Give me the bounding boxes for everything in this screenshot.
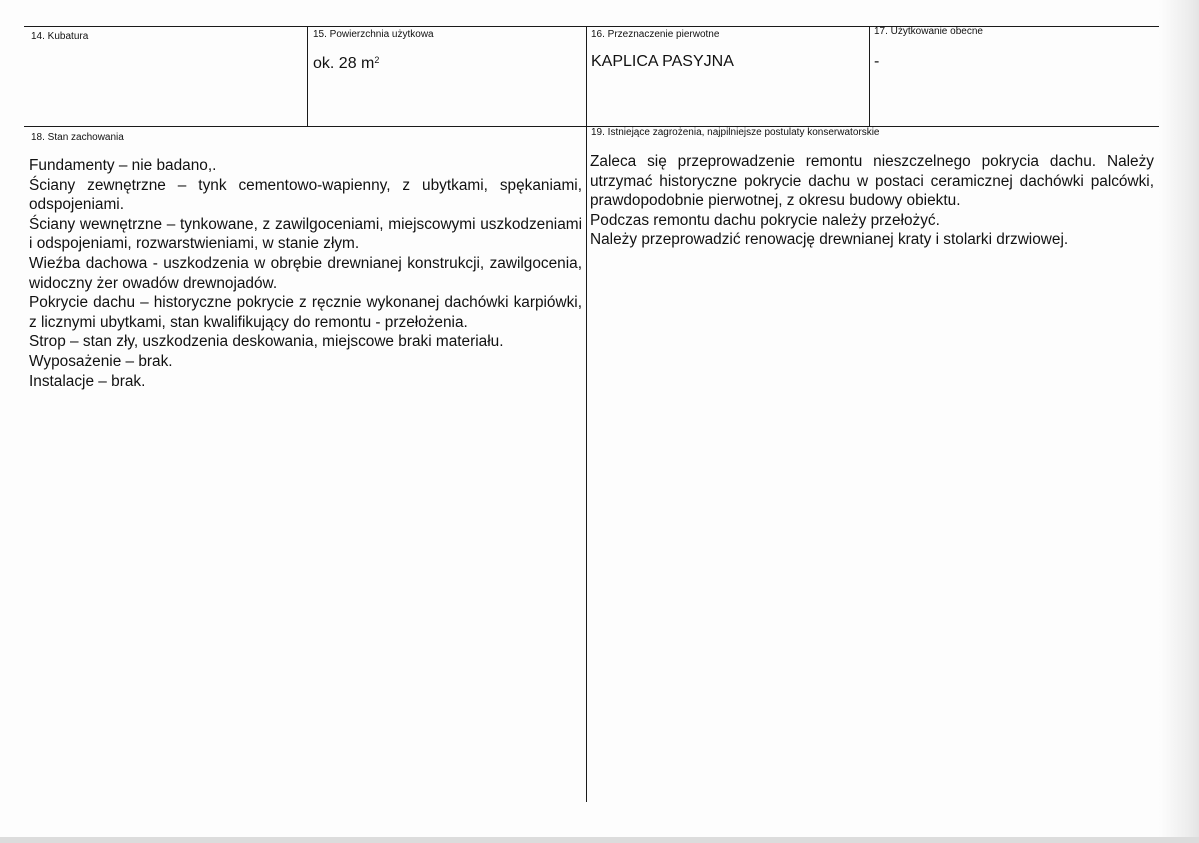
powierzchnia-label: 15. Powierzchnia użytkowa — [313, 29, 434, 40]
przeznaczenie-value: KAPLICA PASYJNA — [591, 53, 734, 70]
kubatura-label: 14. Kubatura — [31, 31, 89, 42]
stan-label: 18. Stan zachowania — [31, 132, 124, 143]
stan-paragraph: Ściany wewnętrzne – tynkowane, z zawilgoceniami, miejscowymi uszkodzeniami i odspojeniami, rozwarstwieniami, w stanie złym. — [29, 215, 582, 253]
table-top-border — [24, 26, 1159, 27]
przeznaczenie-label: 16. Przeznaczenie pierwotne — [591, 29, 720, 40]
stan-paragraph: Ściany zewnętrzne – tynk cementowo-wapienny, z ubytkami, spękaniami, odspojeniami. — [29, 176, 582, 214]
scan-edge-shadow — [1159, 0, 1199, 843]
stan-paragraph: Wieźba dachowa - uszkodzenia w obrębie drewnianej konstrukcji, zawilgocenia, widoczny żer owadów drewnojadów. — [29, 254, 582, 292]
uzytkowanie-label: 17. Użytkowanie obecne — [874, 26, 983, 37]
zagrozenia-paragraph: Należy przeprowadzić renowację drewnianej kraty i stolarki drzwiowej. — [590, 231, 1069, 249]
column-divider-15 — [307, 26, 308, 126]
scan-bottom-edge — [0, 837, 1199, 843]
stan-paragraph: Pokrycie dachu – historyczne pokrycie z ręcznie wykonanej dachówki karpiówki, z licznymi ubytkami, stan kwalifikujący do remontu - przełożenia. — [29, 294, 582, 331]
zagrozenia-label: 19. Istniejące zagrożenia, najpilniejsze postulaty konserwatorskie — [591, 127, 880, 138]
stan-paragraph: Wyposażenie – brak. — [29, 352, 173, 370]
column-divider-17 — [869, 26, 870, 126]
zagrozenia-paragraph: Podczas remontu dachu pokrycie należy przełożyć. — [590, 211, 940, 229]
zagrozenia-paragraph: Zaleca się przeprowadzenie remontu nieszczelnego pokrycia dachu. Należy utrzymać historyczne pokrycie dachu w postaci ceramicznej dachówki palcówki, prawdopodobnie pierwotnej, z okresu budowy obiektu. — [590, 153, 1154, 210]
stan-text — [29, 156, 582, 391]
powierzchnia-value: ok. 28 $m^2$ — [313, 55, 380, 72]
uzytkowanie-value: - — [874, 53, 880, 70]
stan-paragraph: Strop – stan zły, uszkodzenia deskowania, miejscowe braki materiału. — [29, 333, 504, 351]
zagrozenia-text — [590, 152, 1154, 250]
stan-paragraph: Instalacje – brak. — [29, 372, 146, 390]
column-divider-main — [586, 26, 587, 802]
stan-paragraph: Fundamenty – nie badano,. — [29, 157, 217, 174]
